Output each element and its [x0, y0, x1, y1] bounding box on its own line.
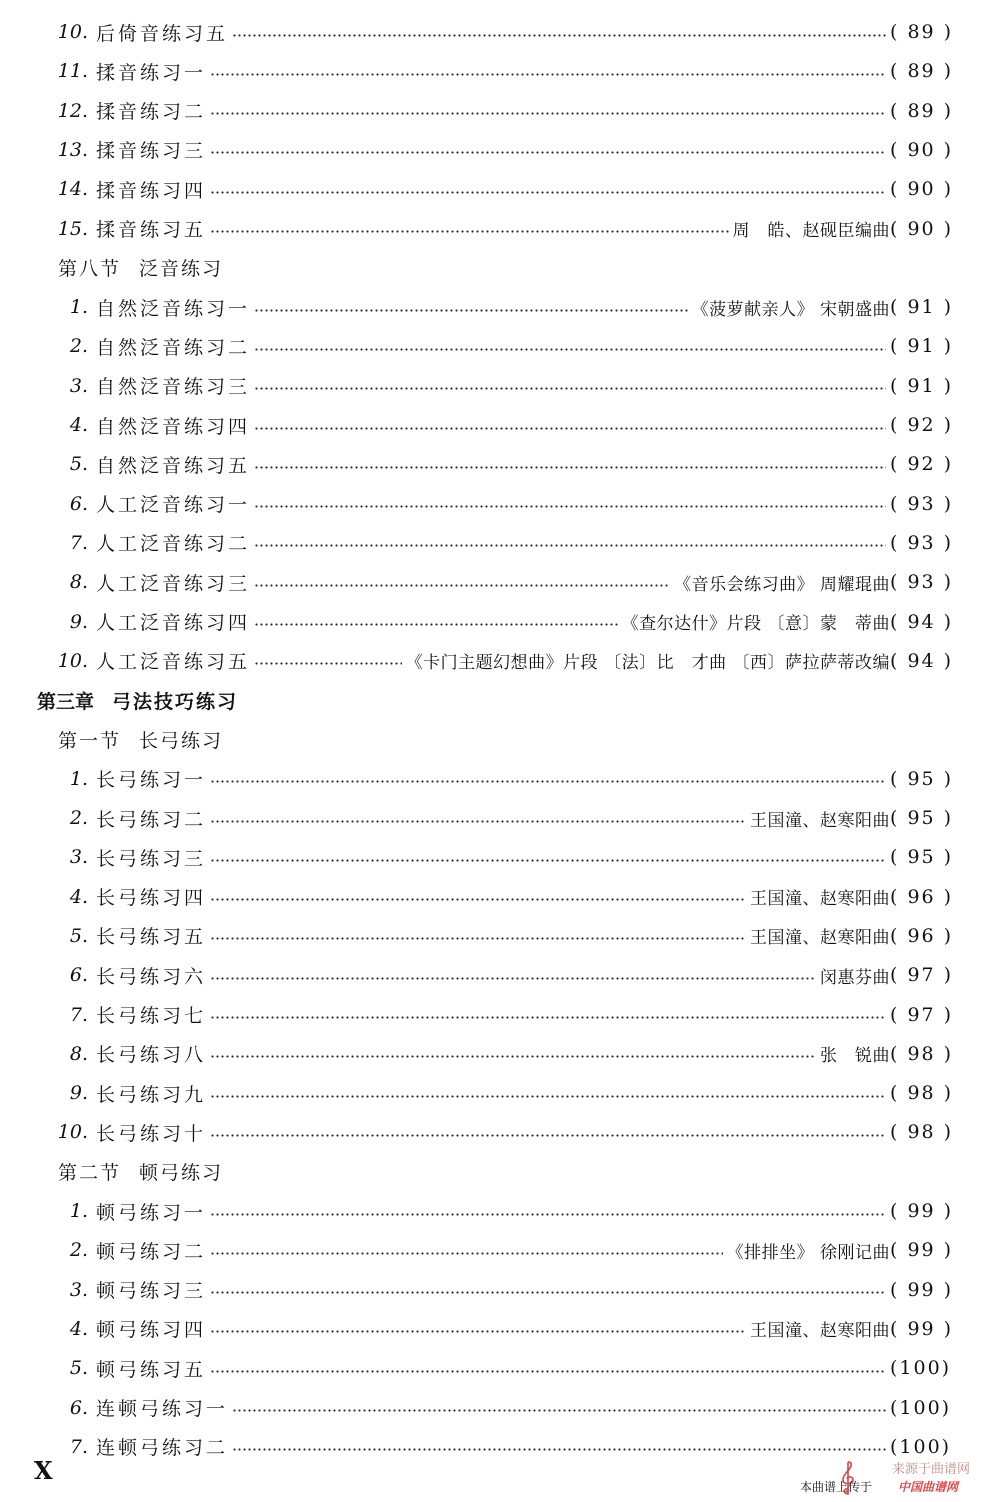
dot-leader — [232, 1409, 886, 1412]
entry-number: 1. — [69, 767, 88, 790]
entry-credit: 周 皓、赵砚臣编曲 — [732, 221, 890, 241]
toc-entry — [0, 17, 992, 47]
dot-leader — [210, 1370, 886, 1373]
entry-title: 长弓练习四 — [96, 887, 207, 910]
toc-entry — [0, 96, 992, 126]
toc-entry — [0, 567, 992, 597]
entry-title: 长弓练习八 — [96, 1044, 207, 1067]
entry-number: 3. — [69, 846, 88, 869]
entry-page-number: ( 89 ) — [890, 99, 954, 122]
entry-number: 15. — [57, 217, 88, 240]
entry-number: 5. — [69, 453, 88, 476]
entry-page-number: ( 95 ) — [890, 846, 954, 869]
entry-number: 12. — [57, 99, 88, 122]
section-title: 顿弓练习 — [139, 1162, 224, 1185]
entry-title: 人工泛音练习一 — [96, 494, 251, 517]
entry-number: 3. — [69, 1278, 88, 1301]
dot-leader — [210, 977, 816, 980]
entry-page-number: ( 89 ) — [890, 21, 954, 43]
watermark-upload-text: 本曲谱上传于 中国曲谱网 — [800, 1480, 959, 1494]
toc-entry — [0, 1235, 992, 1265]
entry-page-number: ( 98 ) — [890, 1042, 954, 1065]
entry-number: 6. — [69, 1396, 88, 1419]
entry-page-number: ( 89 ) — [890, 60, 954, 83]
entry-credit: 王国潼、赵寒阳曲 — [750, 1321, 890, 1342]
entry-title: 顿弓练习五 — [96, 1358, 207, 1381]
dot-leader — [210, 112, 886, 115]
entry-page-number: (100) — [890, 1396, 952, 1419]
toc-entry — [0, 607, 992, 637]
entry-number: 2. — [69, 1239, 88, 1262]
entry-credit: 王国潼、赵寒阳曲 — [750, 810, 890, 831]
dot-leader — [210, 1330, 746, 1333]
section-title: 长弓练习 — [139, 729, 224, 752]
entry-number: 2. — [69, 807, 88, 829]
entry-title: 自然泛音练习四 — [96, 415, 251, 438]
entry-number: 10. — [57, 1121, 88, 1144]
toc-entry — [0, 646, 992, 676]
entry-page-number: ( 99 ) — [890, 1278, 954, 1301]
dot-leader — [210, 1095, 886, 1098]
dot-leader — [210, 1252, 723, 1255]
entry-page-number: ( 90 ) — [890, 138, 954, 161]
toc-entry — [0, 528, 992, 558]
entry-title: 顿弓练习二 — [96, 1240, 207, 1263]
entry-page-number: ( 90 ) — [890, 217, 954, 240]
toc-entry — [0, 174, 992, 204]
chapter-heading — [0, 685, 992, 715]
entry-title: 自然泛音练习三 — [96, 376, 251, 399]
entry-title: 人工泛音练习三 — [96, 572, 251, 595]
dot-leader — [210, 780, 886, 783]
entry-number: 1. — [69, 296, 88, 319]
dot-leader — [254, 466, 886, 469]
toc-entry — [0, 1314, 992, 1344]
toc-entry — [0, 882, 992, 912]
dot-leader — [210, 937, 746, 940]
entry-page-number: ( 94 ) — [890, 610, 954, 633]
entry-number: 8. — [69, 1042, 88, 1065]
entry-title: 揉音练习五 — [96, 219, 207, 241]
dot-leader — [254, 584, 670, 587]
dot-leader — [210, 1134, 886, 1137]
toc-entry — [0, 1275, 992, 1305]
entry-page-number: ( 92 ) — [890, 414, 954, 436]
toc-entry — [0, 1117, 992, 1147]
toc-entry — [0, 214, 992, 244]
entry-page-number: ( 95 ) — [890, 767, 954, 790]
dot-leader — [210, 191, 886, 194]
entry-number: 6. — [69, 964, 88, 987]
entry-title: 揉音练习一 — [96, 61, 207, 84]
entry-title: 自然泛音练习二 — [96, 336, 251, 359]
toc-entry — [0, 842, 992, 872]
dot-leader — [210, 1291, 886, 1294]
entry-number: 5. — [69, 924, 88, 947]
toc-entry — [0, 1000, 992, 1030]
entry-credit: 《排排坐》 徐刚记曲 — [726, 1242, 890, 1263]
toc-entry — [0, 960, 992, 990]
entry-title: 连顿弓练习二 — [96, 1437, 229, 1460]
chapter-title: 弓法技巧练习 — [112, 690, 239, 713]
watermark — [800, 1458, 990, 1502]
entry-credit: 王国潼、赵寒阳曲 — [750, 889, 890, 910]
toc-entry — [0, 1353, 992, 1383]
entry-page-number: ( 93 ) — [890, 531, 954, 554]
toc-entry — [0, 489, 992, 519]
entry-page-number: ( 90 ) — [890, 178, 954, 201]
entry-page-number: ( 98 ) — [890, 1121, 954, 1144]
entry-title: 人工泛音练习二 — [96, 533, 251, 556]
entry-page-number: ( 93 ) — [890, 571, 954, 594]
dot-leader — [254, 348, 886, 351]
section-heading — [0, 724, 992, 754]
entry-title: 长弓练习一 — [96, 769, 207, 792]
toc-entry — [0, 135, 992, 165]
watermark-source-text: 来源于曲谱网 — [891, 1462, 970, 1477]
dot-leader — [210, 73, 886, 76]
entry-title: 顿弓练习一 — [96, 1201, 207, 1224]
entry-title: 后倚音练习五 — [96, 22, 229, 45]
entry-number: 7. — [69, 1435, 88, 1458]
toc-entry — [0, 803, 992, 833]
dot-leader — [254, 662, 402, 665]
entry-number: 4. — [69, 885, 88, 908]
entry-page-number: (100) — [890, 1435, 952, 1458]
dot-leader — [232, 1448, 886, 1451]
entry-number: 9. — [69, 1082, 88, 1105]
dot-leader — [210, 898, 746, 901]
entry-page-number: ( 91 ) — [890, 374, 954, 397]
toc-entry — [0, 371, 992, 401]
entry-page-number: ( 96 ) — [890, 924, 954, 947]
dot-leader — [254, 309, 688, 312]
entry-number: 13. — [57, 138, 88, 161]
entry-number: 1. — [69, 1200, 88, 1222]
entry-title: 顿弓练习三 — [96, 1280, 207, 1303]
entry-title: 长弓练习六 — [96, 965, 207, 988]
entry-number: 6. — [69, 492, 88, 515]
dot-leader — [210, 1213, 886, 1216]
dot-leader — [254, 505, 886, 508]
entry-page-number: ( 95 ) — [890, 807, 954, 829]
entry-title: 长弓练习七 — [96, 1005, 207, 1027]
entry-credit: 《查尔达什》片段 〔意〕蒙 蒂曲 — [621, 614, 890, 634]
entry-title: 长弓练习二 — [96, 808, 207, 831]
dot-leader — [254, 544, 886, 547]
toc-entry — [0, 292, 992, 322]
entry-page-number: ( 93 ) — [890, 492, 954, 515]
page-numeral: X — [34, 1456, 53, 1485]
toc-entry — [0, 449, 992, 479]
entry-page-number: ( 96 ) — [890, 885, 954, 908]
entry-number: 10. — [57, 21, 88, 43]
entry-page-number: ( 99 ) — [890, 1317, 954, 1340]
toc-entry — [0, 1393, 992, 1423]
watermark-brand: 中国曲谱网 — [898, 1480, 959, 1494]
entry-title: 自然泛音练习五 — [96, 454, 251, 477]
entry-page-number: ( 91 ) — [890, 335, 954, 358]
section-label: 第八节 — [58, 258, 122, 281]
section-label: 第二节 — [58, 1162, 122, 1185]
chapter-label: 第三章 — [37, 690, 95, 713]
entry-page-number: (100) — [890, 1357, 952, 1380]
entry-page-number: ( 99 ) — [890, 1200, 954, 1222]
section-heading — [0, 253, 992, 283]
dot-leader — [210, 1016, 886, 1019]
toc-entry — [0, 764, 992, 794]
entry-number: 10. — [57, 649, 88, 672]
entry-credit: 闵惠芬曲 — [820, 967, 890, 988]
entry-number: 7. — [69, 1003, 88, 1026]
entry-page-number: ( 99 ) — [890, 1239, 954, 1262]
dot-leader — [232, 34, 886, 37]
entry-title: 长弓练习五 — [96, 926, 207, 949]
entry-credit: 《卡门主题幻想曲》片段 〔法〕比 才曲 〔西〕萨拉萨蒂改编 — [405, 653, 890, 674]
entry-page-number: ( 97 ) — [890, 1003, 954, 1026]
entry-number: 4. — [69, 1317, 88, 1340]
entry-number: 4. — [69, 414, 88, 436]
entry-title: 顿弓练习四 — [96, 1319, 207, 1342]
entry-page-number: ( 92 ) — [890, 453, 954, 476]
dot-leader — [210, 859, 886, 862]
toc-entry — [0, 331, 992, 361]
entry-page-number: ( 97 ) — [890, 964, 954, 987]
entry-page-number: ( 98 ) — [890, 1082, 954, 1105]
entry-number: 2. — [69, 335, 88, 358]
section-title: 泛音练习 — [139, 258, 224, 281]
entry-number: 11. — [57, 60, 88, 83]
entry-number: 3. — [69, 374, 88, 397]
entry-page-number: ( 94 ) — [890, 649, 954, 672]
entry-title: 人工泛音练习五 — [96, 651, 251, 674]
toc-entry — [0, 56, 992, 86]
toc-entry — [0, 1078, 992, 1108]
dot-leader — [254, 387, 886, 390]
entry-credit: 王国潼、赵寒阳曲 — [750, 928, 890, 949]
entry-title: 长弓练习三 — [96, 847, 207, 870]
section-heading — [0, 1157, 992, 1187]
entry-number: 5. — [69, 1357, 88, 1380]
toc-entry — [0, 410, 992, 440]
entry-page-number: ( 91 ) — [890, 296, 954, 319]
entry-number: 14. — [57, 178, 88, 201]
section-label: 第一节 — [58, 729, 122, 752]
entry-number: 9. — [69, 610, 88, 633]
entry-title: 揉音练习二 — [96, 101, 207, 124]
dot-leader — [210, 151, 886, 154]
toc-entry — [0, 921, 992, 951]
dot-leader — [210, 1055, 816, 1058]
entry-title: 揉音练习四 — [96, 179, 207, 202]
entry-title: 连顿弓练习一 — [96, 1398, 229, 1420]
entry-title: 人工泛音练习四 — [96, 612, 251, 634]
entry-number: 8. — [69, 571, 88, 594]
entry-number: 7. — [69, 531, 88, 554]
entry-credit: 《音乐会练习曲》 周耀琨曲 — [674, 574, 890, 595]
dot-leader — [210, 820, 746, 823]
toc-entry — [0, 1196, 992, 1226]
dot-leader — [210, 230, 728, 233]
entry-credit: 张 锐曲 — [820, 1046, 890, 1067]
dot-leader — [254, 427, 886, 430]
entry-title: 长弓练习十 — [96, 1122, 207, 1145]
dot-leader — [254, 623, 618, 626]
entry-title: 揉音练习三 — [96, 140, 207, 163]
toc-entry — [0, 1039, 992, 1069]
entry-credit: 《菠萝献亲人》 宋朝盛曲 — [691, 299, 890, 320]
entry-title: 自然泛音练习一 — [96, 297, 251, 320]
entry-title: 长弓练习九 — [96, 1083, 207, 1106]
